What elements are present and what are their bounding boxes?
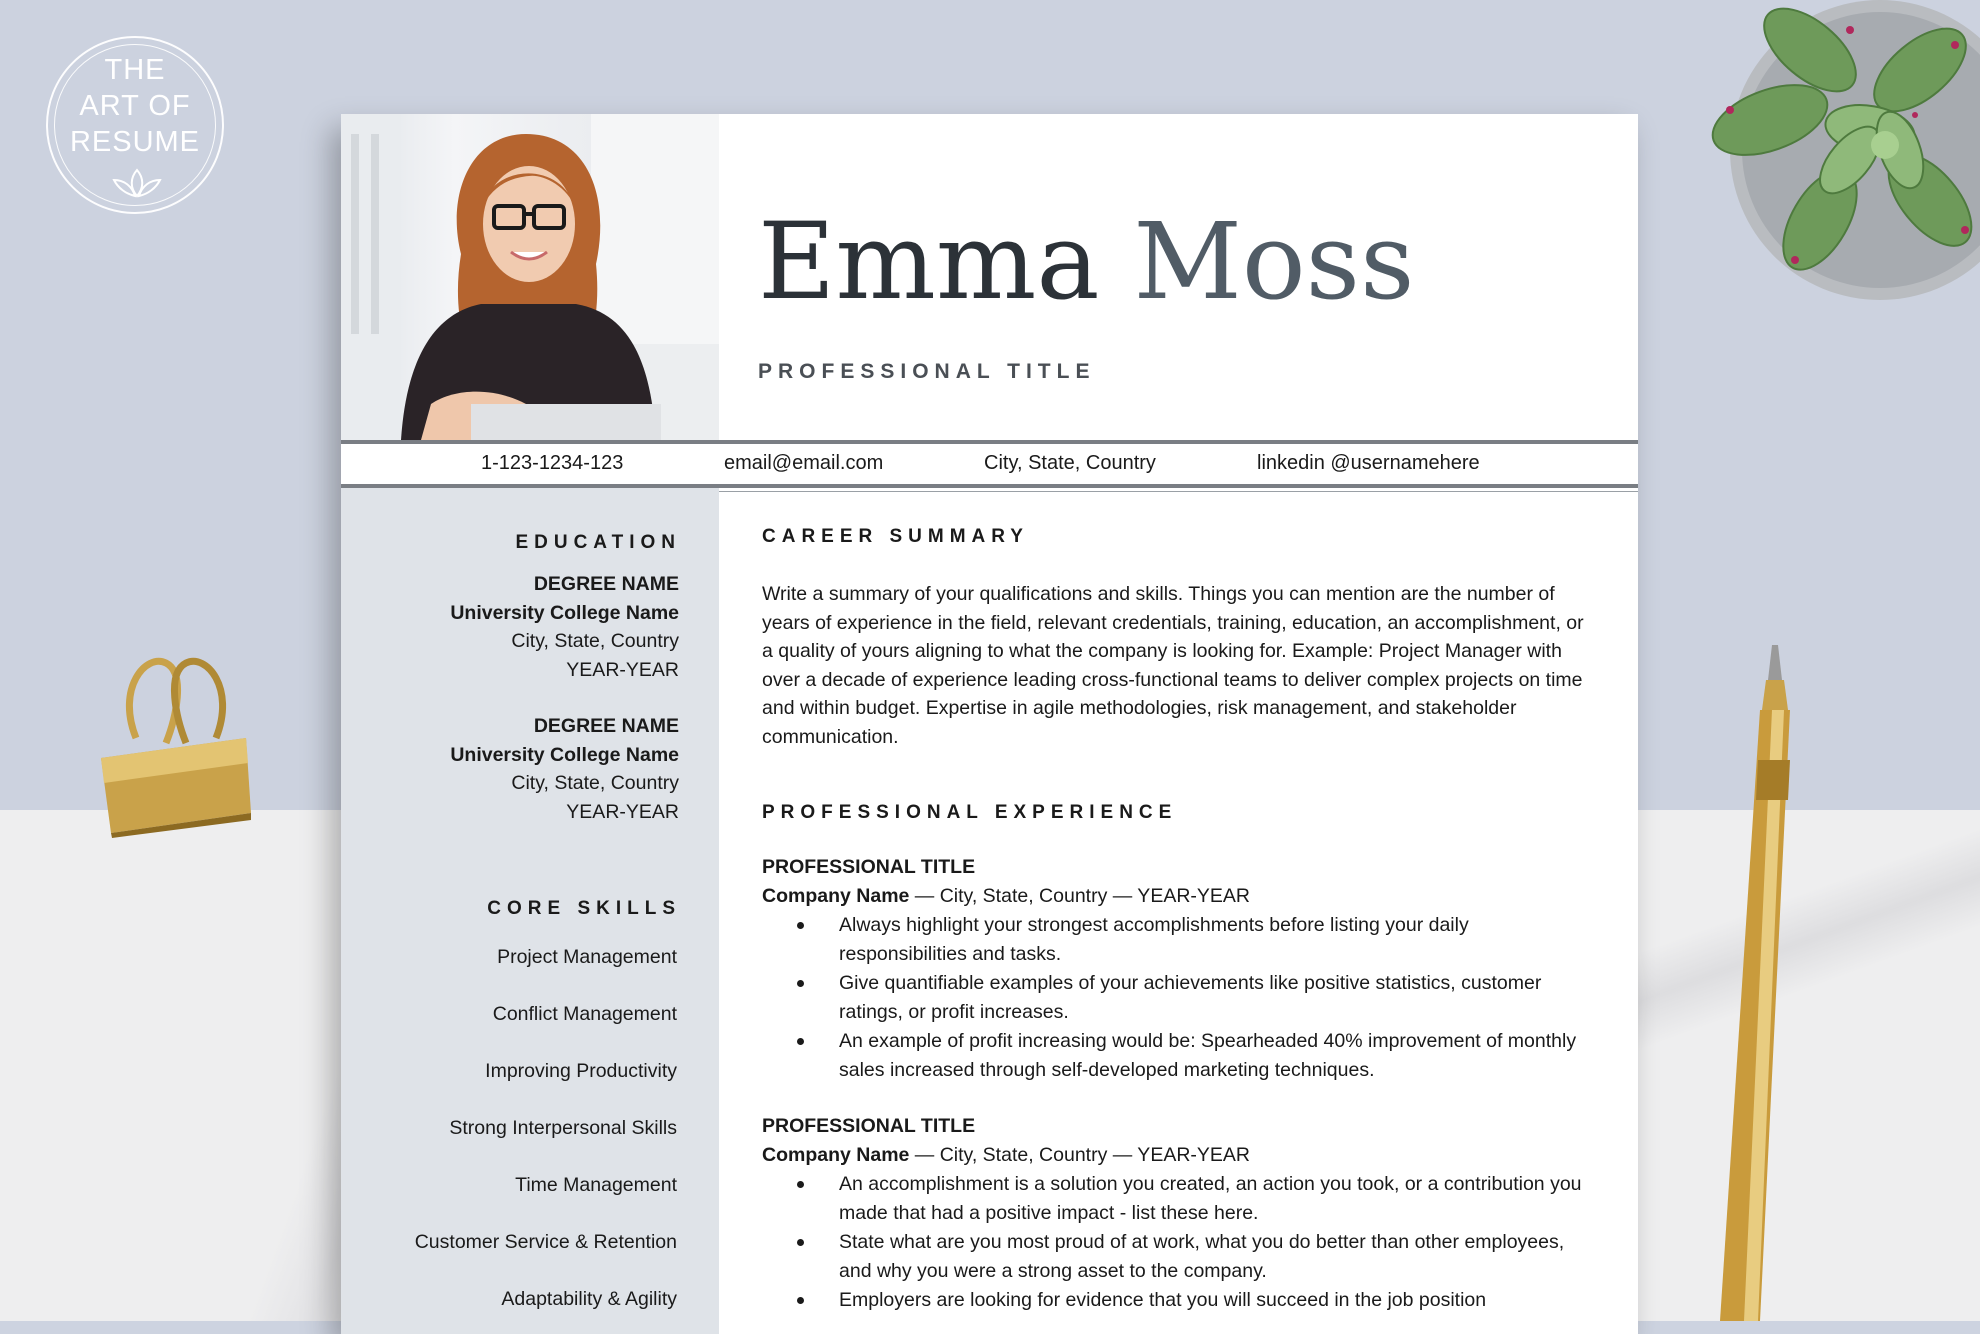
profile-photo [341, 114, 719, 440]
job-details: — City, State, Country — YEAR-YEAR [909, 1144, 1251, 1166]
resume-page [341, 114, 1638, 1334]
bullet-item: Employers are looking for evidence that you will succeed in the job position [839, 1286, 1592, 1315]
bullet-item: Give quantifiable examples of your achievements like positive statistics, customer ratings, or profit increases. [839, 969, 1592, 1027]
profile-photo-illustration [341, 114, 719, 440]
education-entry [341, 712, 679, 826]
binder-clip-image [96, 648, 256, 838]
skill-item: Adaptability & Agility [501, 1288, 677, 1310]
career-summary-heading: CAREER SUMMARY [762, 526, 1029, 547]
school-location: City, State, Country [511, 772, 679, 794]
contact-bar [341, 440, 1638, 488]
first-name: Emma [758, 200, 1100, 323]
company-name: Company Name [762, 1144, 910, 1166]
job-company-line [762, 882, 1592, 911]
logo-line: RESUME [69, 126, 201, 158]
experience-heading: PROFESSIONAL EXPERIENCE [762, 802, 1178, 823]
school-location: City, State, Country [511, 630, 679, 652]
skill-item: Strong Interpersonal Skills [449, 1117, 677, 1139]
professional-title: PROFESSIONAL TITLE [758, 360, 1096, 383]
job-entry [762, 853, 1592, 1085]
bullet-item: An accomplishment is a solution you created, an action you took, or a contribution you made that had a positive impact - list these here. [839, 1170, 1592, 1228]
job-company-line [762, 1141, 1592, 1170]
lotus-icon [110, 168, 164, 198]
art-of-resume-logo [46, 36, 224, 214]
job-title: PROFESSIONAL TITLE [762, 856, 976, 878]
job-title: PROFESSIONAL TITLE [762, 1115, 976, 1137]
degree-name: DEGREE NAME [533, 715, 679, 737]
bullet-item: An example of profit increasing would be: Spearheaded 40% improvement of monthly sales increased through self-developed marketing techniques. [839, 1027, 1592, 1085]
contact-email: email@email.com [724, 452, 884, 474]
logo-line: ART OF [79, 90, 191, 122]
succulent-plant-image [1700, 0, 1980, 330]
skills-heading: CORE SKILLS [487, 898, 681, 919]
contact-linkedin: linkedin @usernamehere [1257, 452, 1480, 474]
school-name: University College Name [450, 743, 679, 766]
education-heading: EDUCATION [515, 532, 681, 553]
last-name: Moss [1133, 200, 1415, 323]
school-name: University College Name [450, 601, 679, 624]
degree-name: DEGREE NAME [533, 573, 679, 595]
bullet-item: Always highlight your strongest accomplishments before listing your daily responsibilities and tasks. [839, 911, 1592, 969]
school-years: YEAR-YEAR [566, 658, 679, 681]
bullet-item: State what are you most proud of at work, what you do better than other employees, and why you were a strong asset to the company. [839, 1228, 1592, 1286]
job-bullets [762, 1170, 1592, 1315]
logo-text [48, 52, 222, 160]
skill-item: Conflict Management [492, 1003, 677, 1025]
job-bullets [762, 911, 1592, 1085]
gold-pen-image [1700, 640, 1820, 1321]
education-entry [341, 570, 679, 684]
school-years: YEAR-YEAR [566, 800, 679, 823]
skill-item: Customer Service & Retention [414, 1231, 677, 1253]
company-name: Company Name [762, 885, 910, 907]
skill-item: Improving Productivity [485, 1060, 677, 1082]
skill-item: Time Management [515, 1174, 677, 1196]
contact-location: City, State, Country [984, 452, 1156, 474]
skill-item: Project Management [497, 946, 677, 968]
logo-line: THE [104, 54, 166, 86]
contact-phone: 1-123-1234-123 [481, 452, 624, 474]
job-details: — City, State, Country — YEAR-YEAR [909, 885, 1251, 907]
candidate-name [758, 202, 1414, 322]
career-summary-text: Write a summary of your qualifications and skills. Things you can mention are the number of years of experience in the field, relevant credentials, training, education, an accomplishment, or a quality of yours aligning to what the company is looking for. Example: Project Manager with over a decade of experience leading cross-functional teams to deliver complex projects on time and within budget. Expertise in agile methodologies, risk management, and stakeholder communication. [762, 583, 1584, 748]
sidebar [341, 488, 719, 1334]
job-entry [762, 1112, 1592, 1315]
